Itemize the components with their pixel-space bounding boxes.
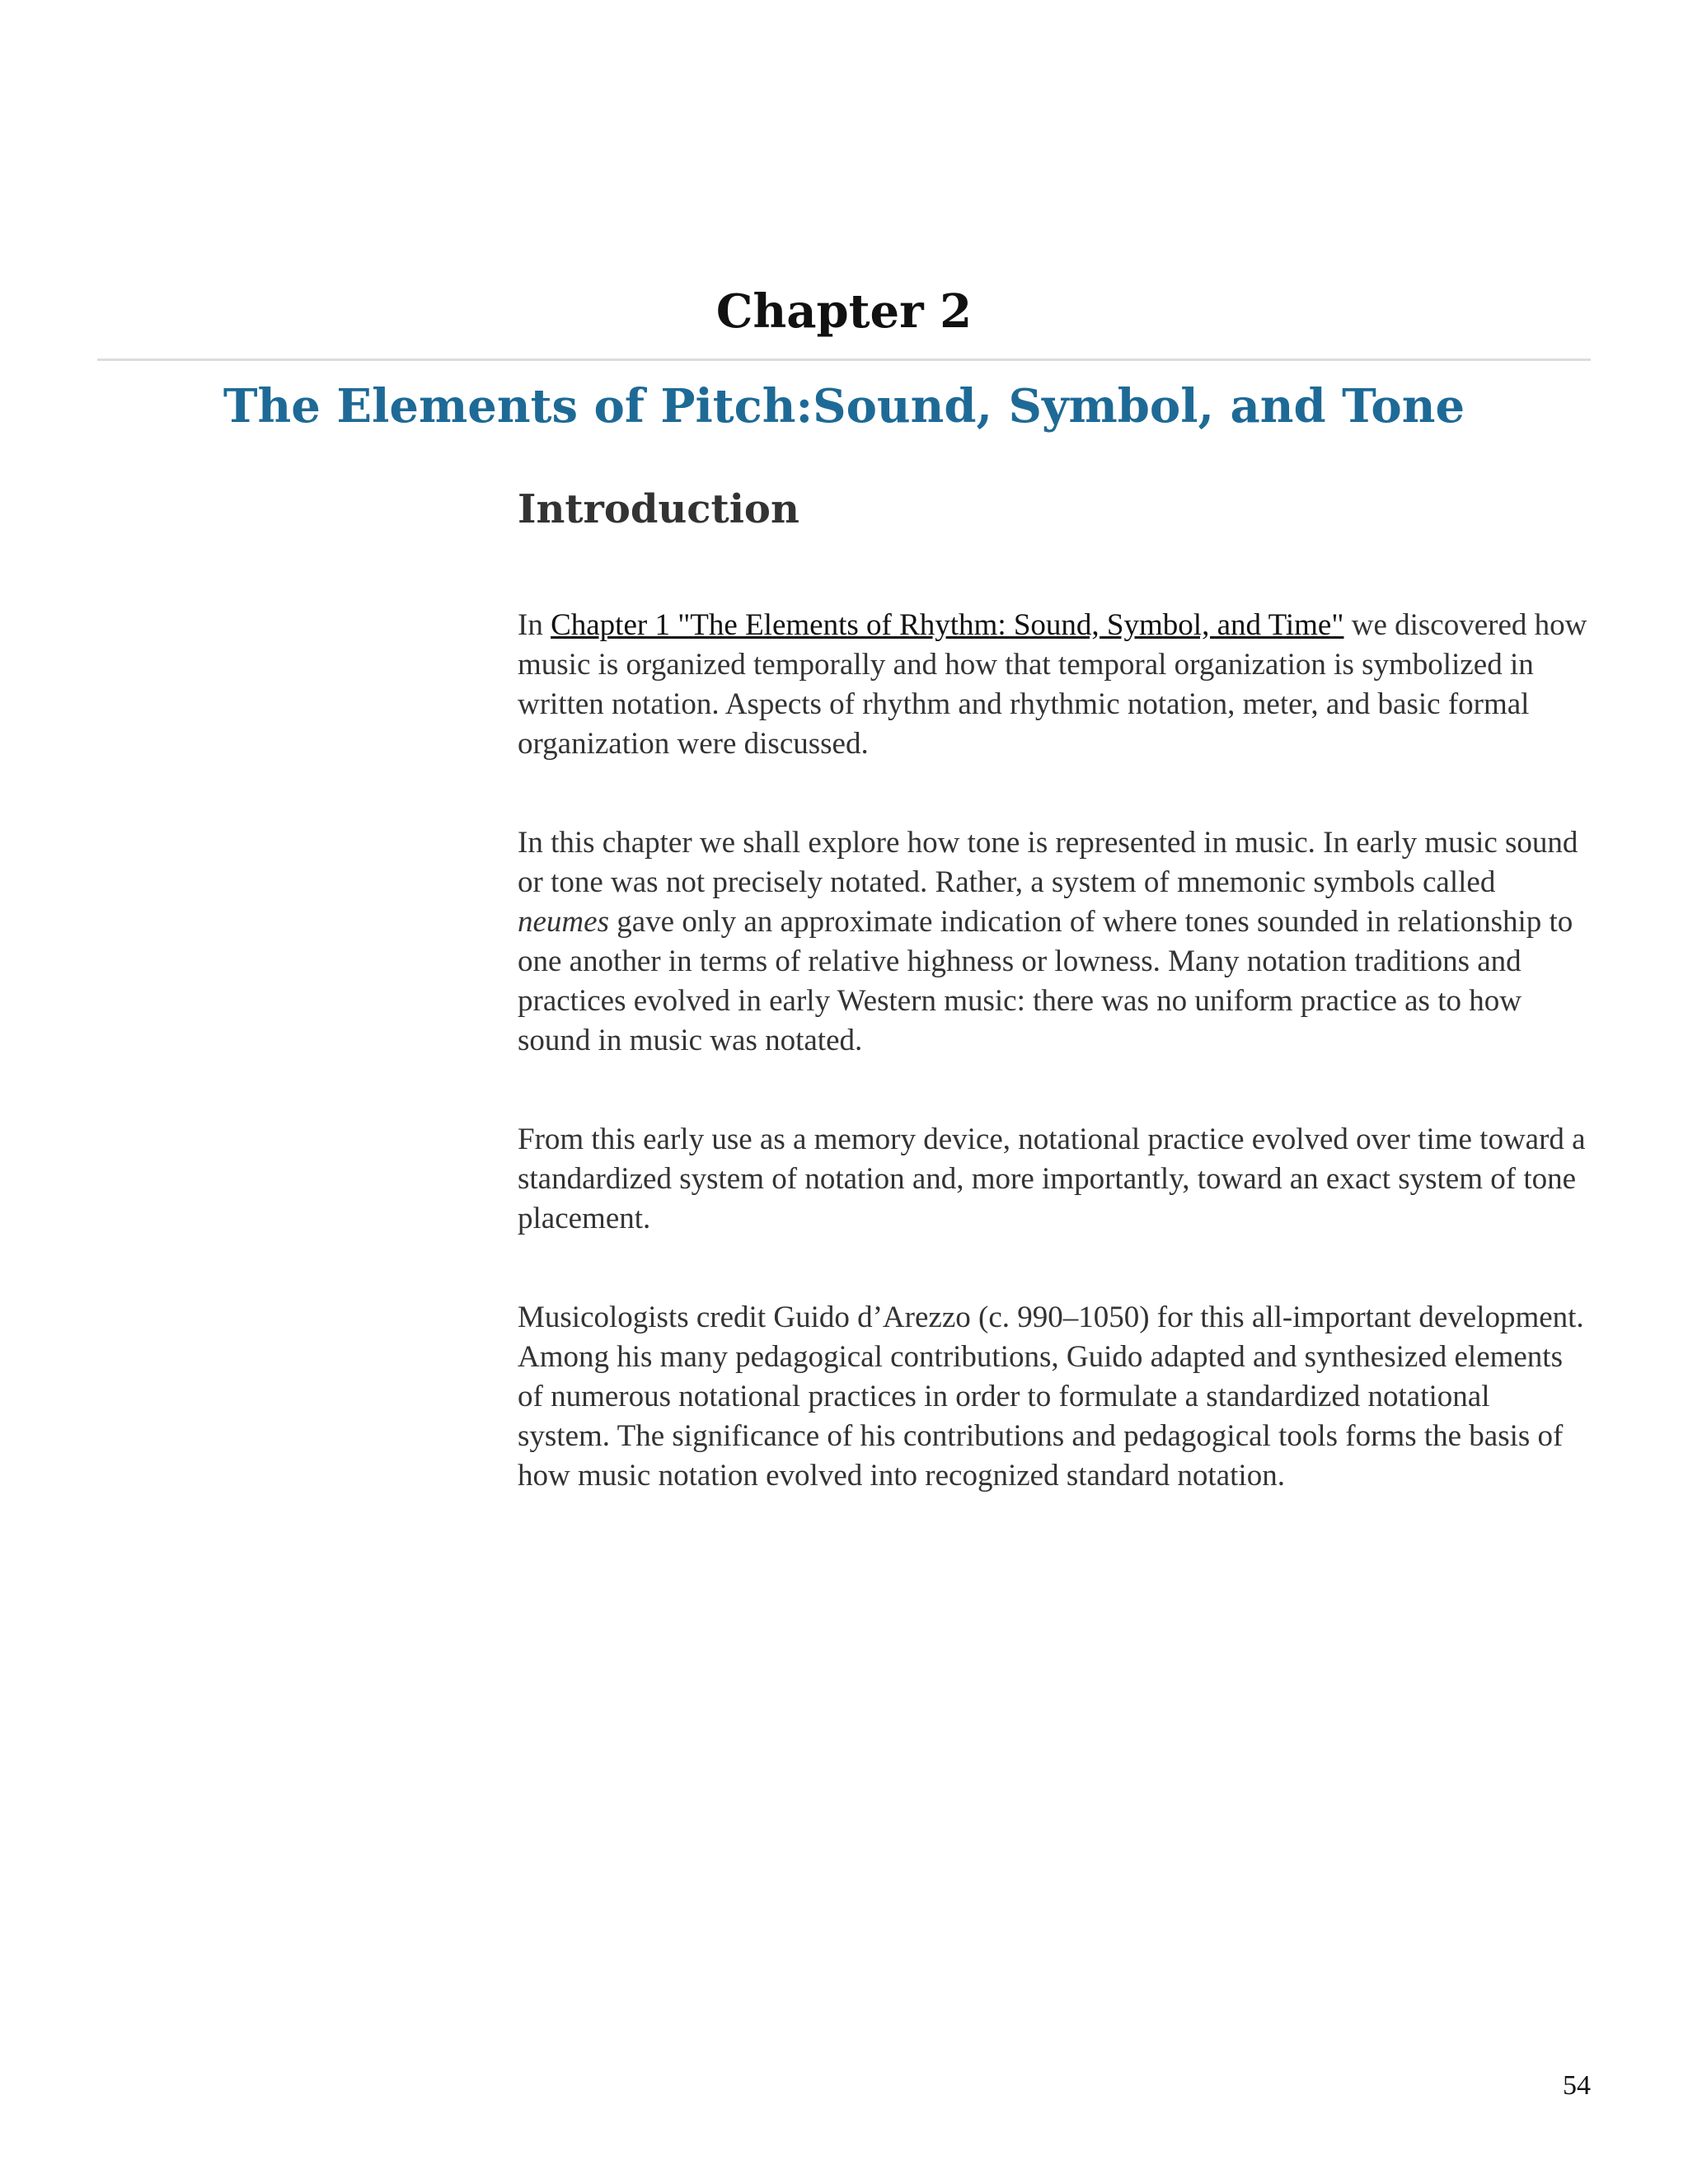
neumes-term: neumes	[518, 905, 609, 939]
paragraph-2	[518, 823, 1589, 1061]
chapter-1-link[interactable]: Chapter 1 "The Elements of Rhythm: Sound, Symbol, and Time"	[551, 608, 1344, 642]
section-heading: Introduction	[518, 486, 799, 532]
chapter-title: The Elements of Pitch:Sound, Symbol, and Tone	[223, 379, 1465, 434]
paragraph-2-text-start: In this chapter we shall explore how tone is represented in music. In early music sound or tone was not precisely notated. Rather, a system of mnemonic symbols called	[518, 826, 1578, 899]
page-number: 54	[1563, 2070, 1591, 2101]
chapter-number: Chapter 2	[715, 284, 973, 339]
paragraph-1-text-start: In	[518, 608, 551, 642]
paragraph-1	[518, 606, 1589, 764]
paragraph-3: From this early use as a memory device, notational practice evolved over time toward a standardized system of notation and, more importantly, toward an exact system of tone placement.	[518, 1122, 1586, 1235]
paragraph-1-text-end: we discovered how music is organized temporally and how that temporal organization is symbolized in written notation. Aspects of rhythm and rhythmic notation, meter, and basic formal organization were discussed.	[518, 608, 1587, 761]
paragraph-2-text-end: gave only an approximate indication of where tones sounded in relationship to one another in terms of relative highness or lowness. Many notation traditions and practices evolved in early Western music: there was no uniform practice as to how sound in music was notated.	[518, 905, 1573, 1057]
paragraph-4: Musicologists credit Guido d’Arezzo (c. 990–1050) for this all-important development. Among his many pedagogical contributions, Guido adapted and synthesized elements of numerous notational practices in order to formulate a standardized notational system. The significance of his contributions and pedagogical tools forms the basis of how music notation evolved into recognized standard notation.	[518, 1301, 1584, 1493]
body-text	[518, 606, 1589, 1555]
chapter-divider	[97, 359, 1591, 361]
